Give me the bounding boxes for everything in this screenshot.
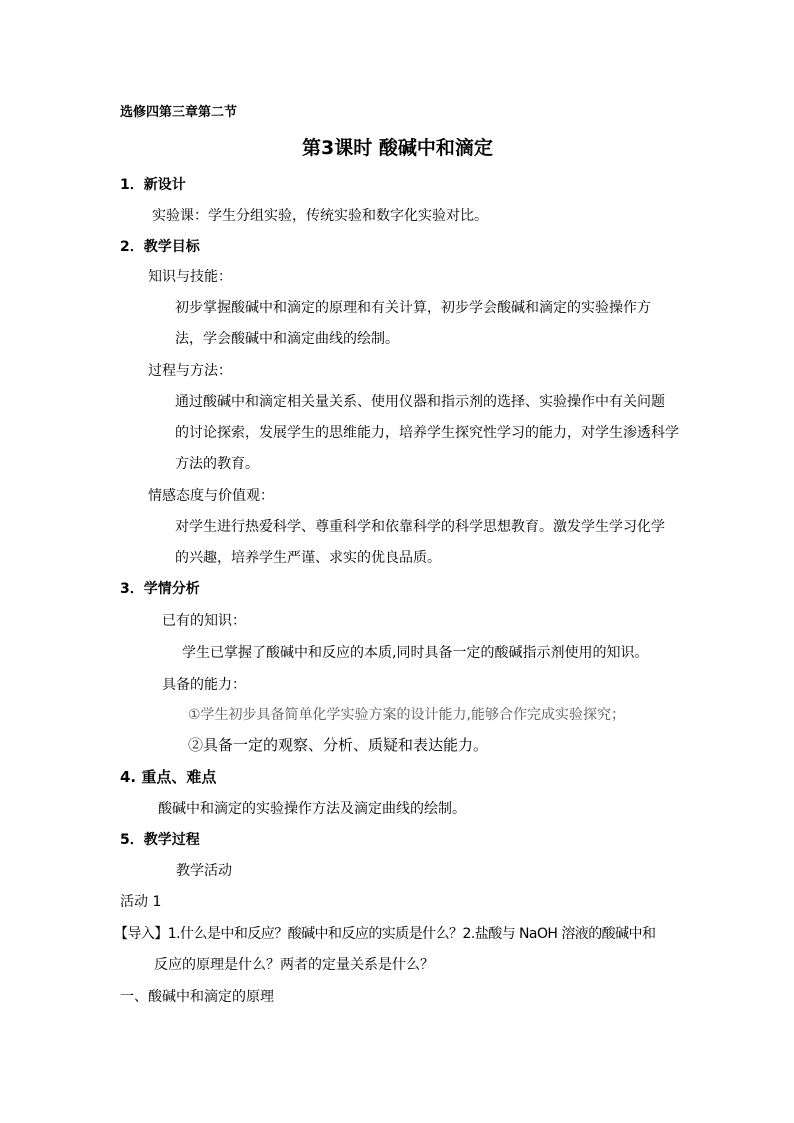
emotion-label: 情感态度与价值观： bbox=[148, 488, 274, 504]
process-line-2: 的讨论探索，发展学生的思维能力，培养学生探究性学习的能力，对学生渗透科学 bbox=[175, 425, 679, 441]
ability-label: 具备的能力： bbox=[162, 677, 246, 693]
intro-line-1: 【导入】1.什么是中和反应？酸碱中和反应的实质是什么？2.盐酸与 NaOH 溶液的酸碱中和 bbox=[114, 926, 656, 942]
section-4-heading: 4. 重点、难点 bbox=[120, 768, 217, 786]
intro-line-2: 反应的原理是什么？两者的定量关系是什么？ bbox=[154, 957, 434, 973]
section-5-heading: 5．教学过程 bbox=[120, 832, 200, 848]
page-title: 第3课时 酸碱中和滴定 bbox=[302, 137, 493, 159]
known-label: 已有的知识： bbox=[162, 613, 246, 629]
section-2-heading: 2．教学目标 bbox=[120, 239, 200, 255]
activity-label: 活动 1 bbox=[120, 894, 162, 910]
known-body: 学生已掌握了酸碱中和反应的本质,同时具备一定的酸碱指示剂使用的知识。 bbox=[182, 645, 649, 661]
emotion-line-2: 的兴趣，培养学生严谨、求实的优良品质。 bbox=[175, 550, 441, 566]
ability-item-2: ②具备一定的观察、分析、质疑和表达能力。 bbox=[188, 736, 489, 754]
knowledge-line-1: 初步掌握酸碱中和滴定的原理和有关计算，初步学会酸碱和滴定的实验操作方 bbox=[175, 300, 651, 316]
section-3-heading: 3．学情分析 bbox=[120, 581, 200, 597]
section-4-body: 酸碱中和滴定的实验操作方法及滴定曲线的绘制。 bbox=[158, 801, 466, 817]
ability-item-1: ①学生初步具备简单化学实验方案的设计能力,能够合作完成实验探究； bbox=[188, 707, 625, 723]
knowledge-label: 知识与技能： bbox=[148, 269, 232, 285]
process-line-3: 方法的教育。 bbox=[175, 456, 259, 472]
activity-column-header: 教学活动 bbox=[176, 863, 232, 879]
emotion-line-1: 对学生进行热爱科学、尊重科学和依靠科学的科学思想教育。激发学生学习化学 bbox=[175, 519, 665, 535]
knowledge-line-2: 法，学会酸碱中和滴定曲线的绘制。 bbox=[175, 331, 399, 347]
section-1-heading: 1．新设计 bbox=[120, 177, 186, 193]
process-label: 过程与方法： bbox=[148, 363, 232, 379]
chapter-label: 选修四第三章第二节 bbox=[120, 105, 238, 120]
part-1-heading: 一、酸碱中和滴定的原理 bbox=[120, 989, 274, 1005]
process-line-1: 通过酸碱中和滴定相关量关系、使用仪器和指示剂的选择、实验操作中有关问题 bbox=[175, 394, 665, 410]
section-1-body: 实验课：学生分组实验，传统实验和数字化实验对比。 bbox=[152, 208, 488, 224]
